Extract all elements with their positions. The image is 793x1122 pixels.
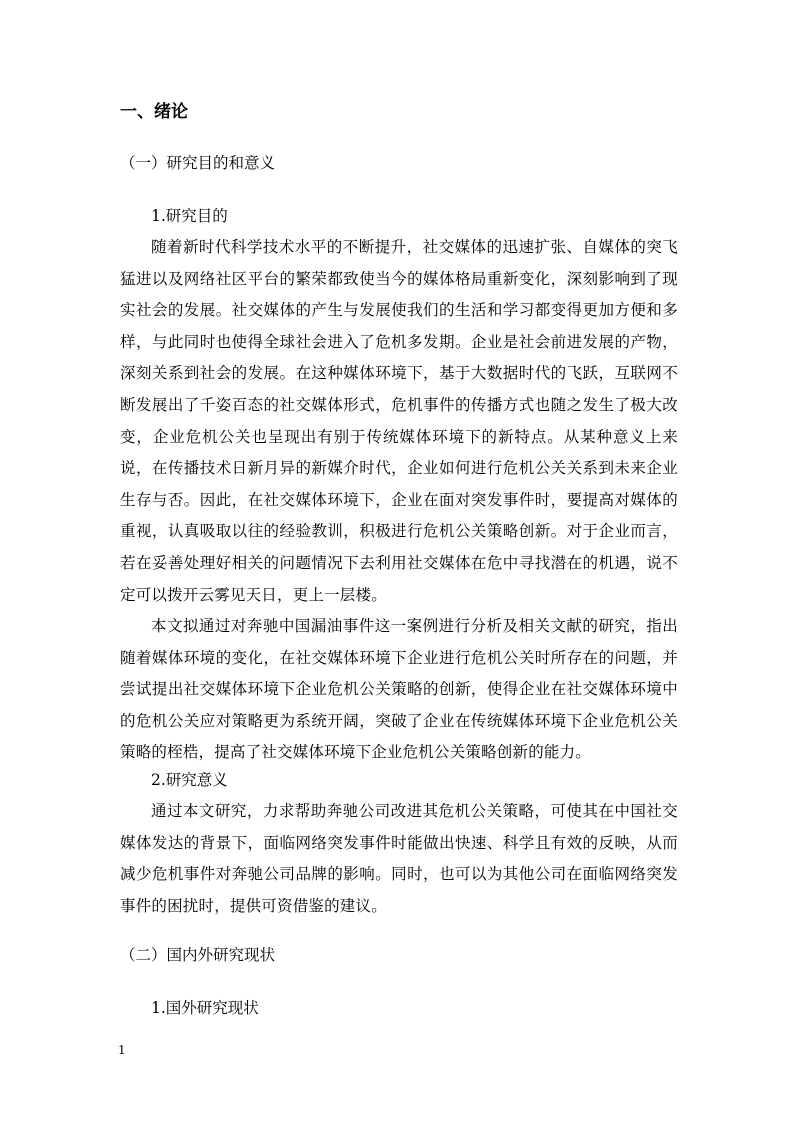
chapter-heading: 一、绪论 <box>120 102 188 122</box>
paragraph-research-background: 随着新时代科学技术水平的不断提升，社交媒体的迅速扩张、自媒体的突飞猛进以及网络社区平台的繁荣都致使当今的媒体格局重新变化，深刻影响到了现实社会的发展。社交媒体的产生与发展使我们的生活和学习都变得更加方便和多样，与此同时也使得全球社会进入了危机多发期。企业是社会前进发展的产物，深刻关系到社会的发展。在这种媒体环境下，基于大数据时代的飞跃，互联网不断发展出了千姿百态的社交媒体形式，危机事件的传播方式也随之发生了极大改变，企业危机公关也呈现出有别于传统媒体环境下的新特点。从某种意义上来说，在传播技术日新月异的新媒介时代，企业如何进行危机公关关系到未来企业生存与否。因此，在社交媒体环境下，企业在面对突发事件时，要提高对媒体的重视，认真吸取以往的经验教训，积极进行危机公关策略创新。对于企业而言，若在妥善处理好相关的问题情况下去利用社交媒体在危中寻找潜在的机遇，说不定可以拨开云雾见天日，更上一层楼。 <box>120 238 678 604</box>
page-number: 1 <box>118 1043 126 1057</box>
subheading-research-purpose: 1.研究目的 <box>151 207 228 225</box>
subheading-foreign-research: 1.国外研究现状 <box>151 999 259 1017</box>
section-heading-research-status: （二）国内外研究现状 <box>120 946 276 964</box>
subheading-research-significance: 2.研究意义 <box>151 771 228 789</box>
paragraph-research-significance: 通过本文研究，力求帮助奔驰公司改进其危机公关策略，可使其在中国社交媒体发达的背景下，面临网络突发事件时能做出快速、科学且有效的反映，从而减少危机事件对奔驰公司品牌的影响。同时，也可以为其他公司在面临网络突发事件的困扰时，提供可资借鉴的建议。 <box>120 802 678 915</box>
paragraph-research-approach: 本文拟通过对奔驰中国漏油事件这一案例进行分析及相关文献的研究，指出随着媒体环境的变化，在社交媒体环境下企业进行危机公关时所存在的问题，并尝试提出社交媒体环境下企业危机公关策略的创新，使得企业在社交媒体环境中的危机公关应对策略更为系统开阔，突破了企业在传统媒体环境下企业危机公关策略的桎梏，提高了社交媒体环境下企业危机公关策略创新的能力。 <box>120 617 678 762</box>
section-heading-purpose: （一）研究目的和意义 <box>120 154 276 172</box>
